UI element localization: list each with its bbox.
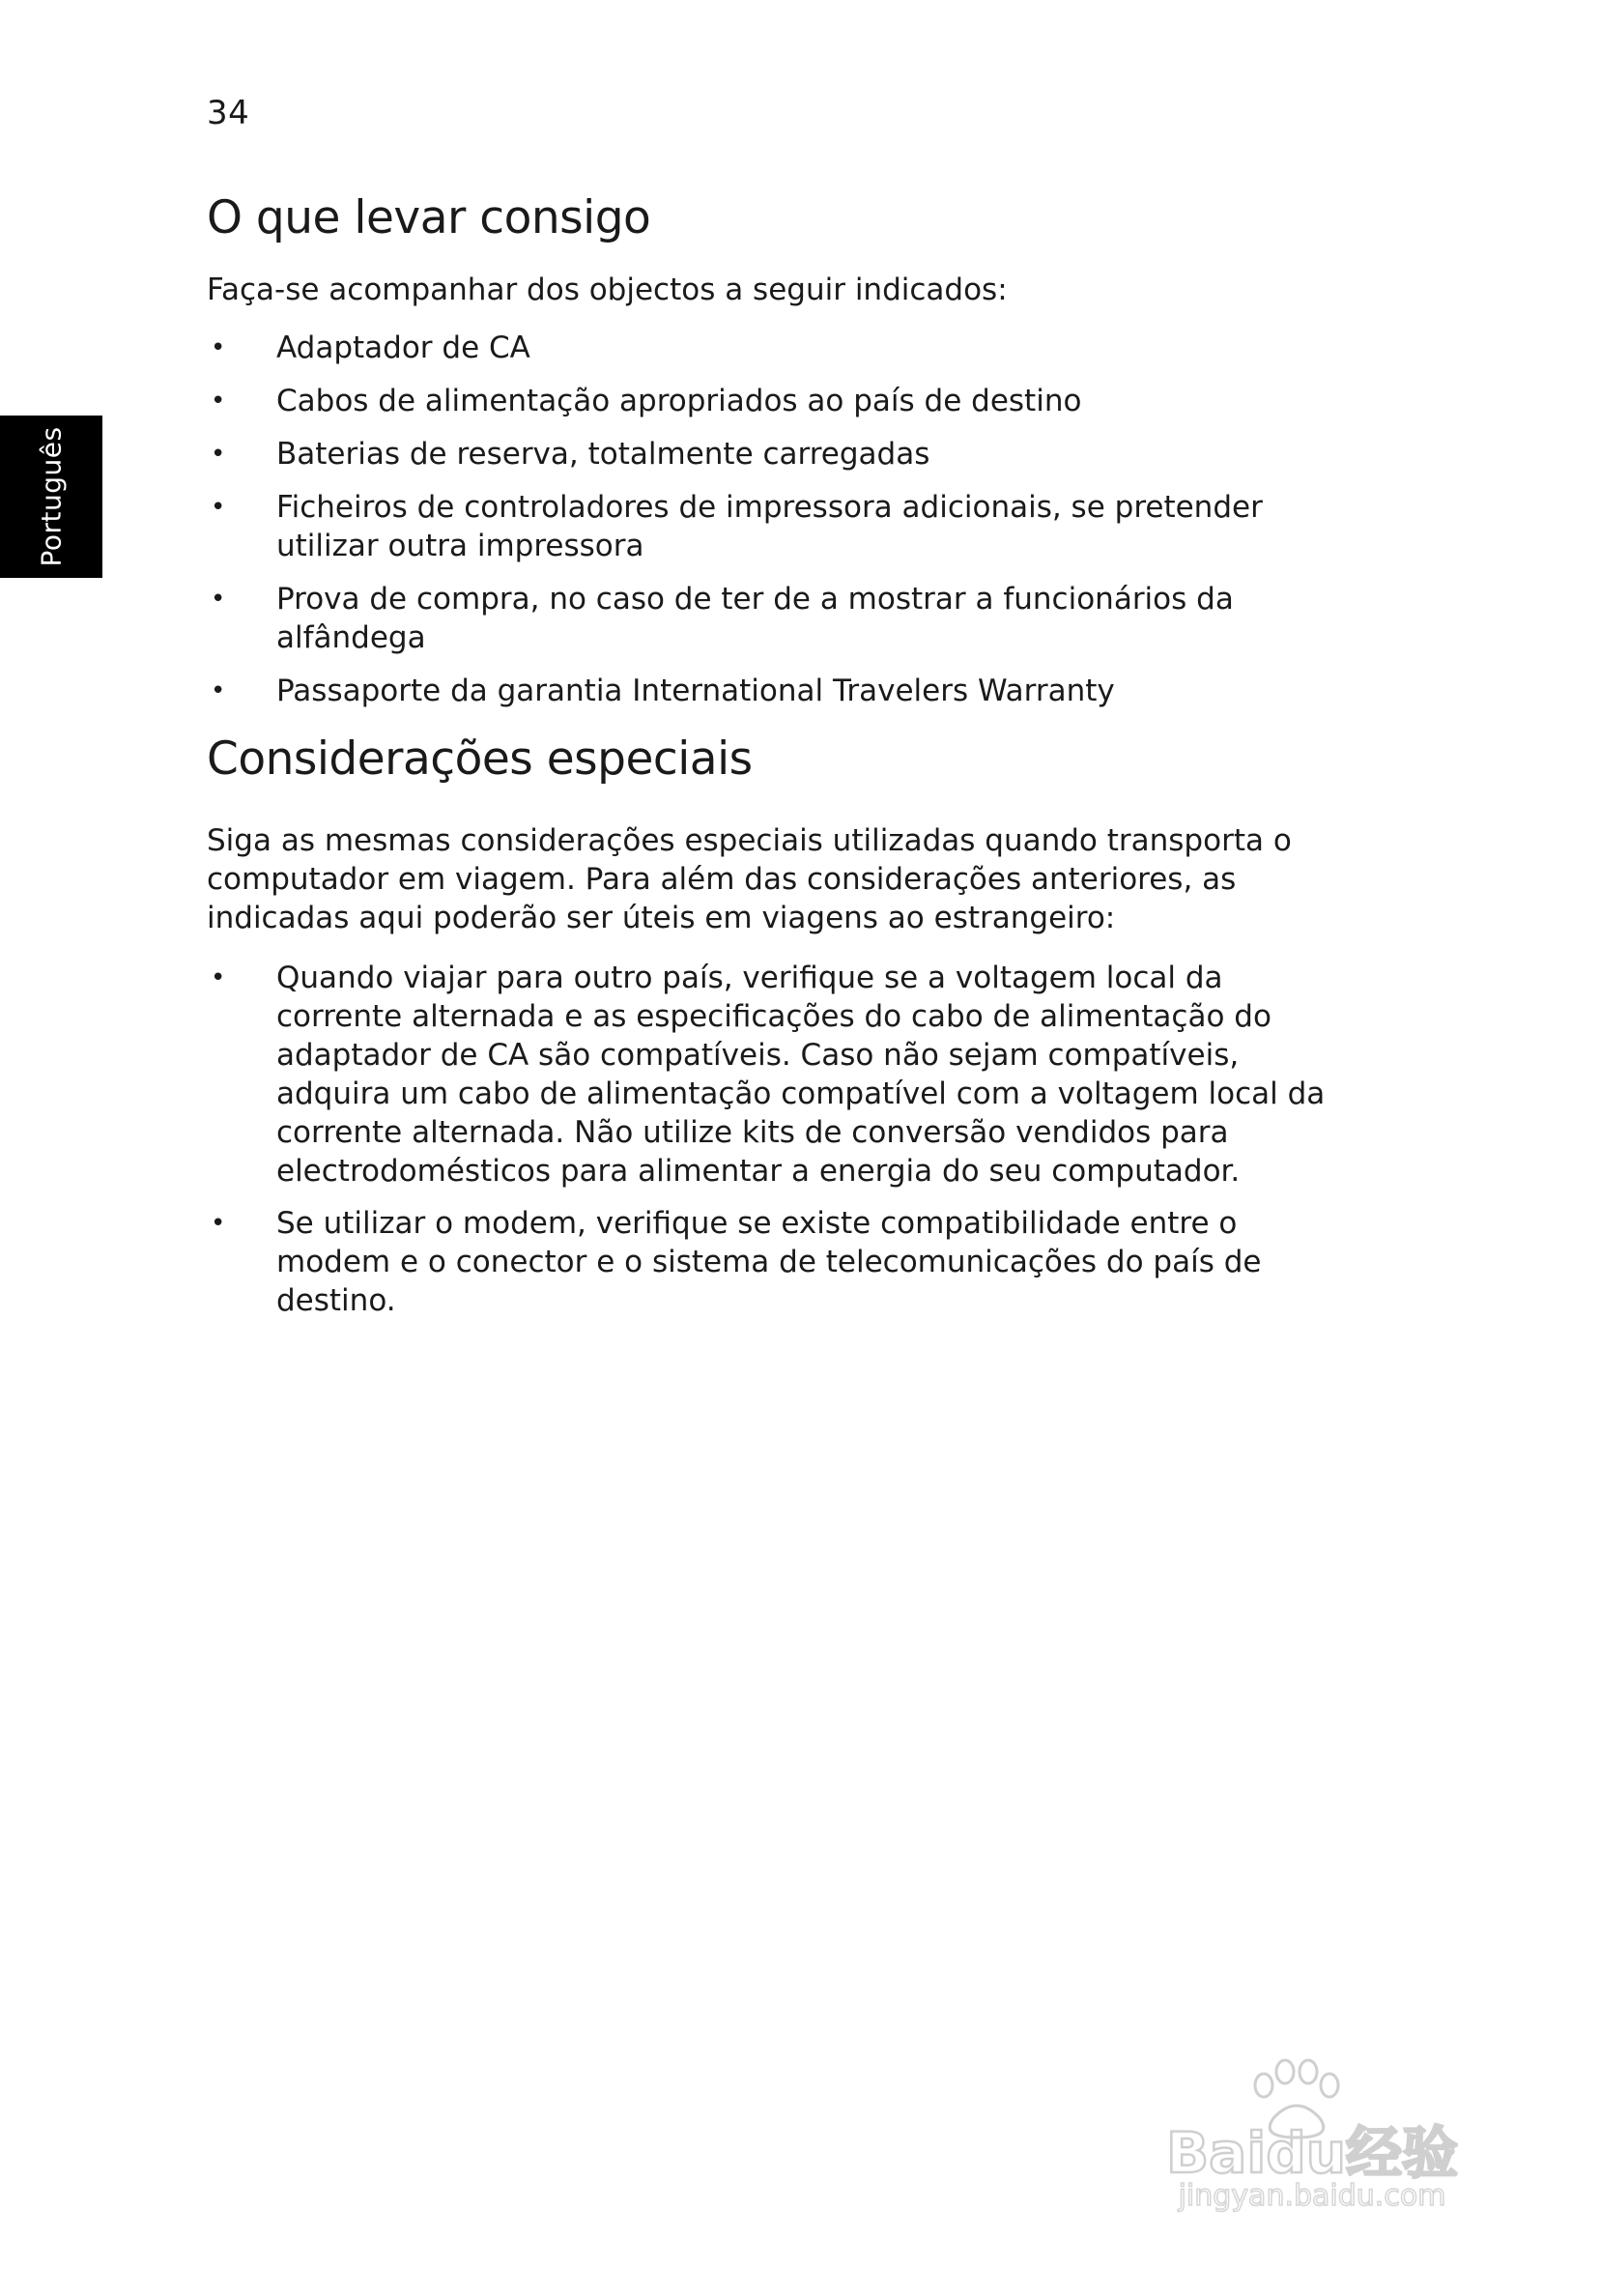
language-side-tab-label: Português <box>35 426 68 567</box>
list-item <box>207 488 1347 565</box>
list-item-text: Se utilizar o modem, verifique se existe compatibilidade entre o modem e o conector e o sistema de telecomunicações do país de destino. <box>276 1206 1262 1319</box>
baidu-paw-icon <box>1119 2029 1505 2213</box>
language-side-tab <box>0 416 102 578</box>
bullet-icon: • <box>211 387 226 416</box>
watermark-url-text: jingyan.baidu.com <box>1178 2179 1446 2213</box>
list-item-text: Passaporte da garantia International Travelers Warranty <box>276 674 1115 709</box>
list-item <box>207 1204 1347 1320</box>
bullet-icon: • <box>211 493 226 523</box>
bullet-icon: • <box>211 333 226 363</box>
section-heading: Considerações especiais <box>207 732 753 786</box>
list-item <box>207 672 1347 710</box>
section-what-to-take <box>207 191 1347 725</box>
list-item <box>207 382 1347 420</box>
section-special-considerations <box>207 732 1347 1334</box>
bullet-icon: • <box>211 676 226 706</box>
watermark-logo-text: Baidu经验 <box>1165 2120 1459 2186</box>
list-item-text: Baterias de reserva, totalmente carregadas <box>276 437 930 473</box>
list-item-text: Cabos de alimentação apropriados ao país de destino <box>276 384 1082 419</box>
bullet-list <box>207 959 1347 1320</box>
list-item <box>207 580 1347 657</box>
section-intro: Siga as mesmas considerações especiais utilizadas quando transporta o computador em viagem. Para além das considerações anteriores, as indicadas aqui poderão ser úteis em viagens ao estrangeiro: <box>207 823 1292 936</box>
bullet-list <box>207 329 1347 710</box>
section-intro: Faça-se acompanhar dos objectos a seguir indicados: <box>207 273 1008 308</box>
list-item-text: Ficheiros de controladores de impressora adicionais, se pretender utilizar outra impressora <box>276 490 1263 564</box>
list-item <box>207 959 1347 1191</box>
bullet-icon: • <box>211 585 226 615</box>
list-item <box>207 329 1347 367</box>
page-number: 34 <box>207 94 250 132</box>
baidu-watermark <box>1119 2029 1505 2213</box>
list-item-text: Prova de compra, no caso de ter de a mostrar a funcionários da alfândega <box>276 582 1234 656</box>
list-item <box>207 435 1347 474</box>
list-item-text: Quando viajar para outro país, verifique se a voltagem local da corrente alternada e as especificações do cabo de alimentação do adaptador de CA são compatíveis. Caso não sejam compatíveis, adquira um cabo de alimentação compatível com a voltagem local da corrente alternada. Não utilize kits de conversão vendidos para electrodomésticos para alimentar a energia do seu computador. <box>276 961 1326 1190</box>
list-item-text: Adaptador de CA <box>276 330 530 366</box>
bullet-icon: • <box>211 963 226 993</box>
section-heading: O que levar consigo <box>207 191 651 244</box>
bullet-icon: • <box>211 440 226 470</box>
bullet-icon: • <box>211 1209 226 1239</box>
